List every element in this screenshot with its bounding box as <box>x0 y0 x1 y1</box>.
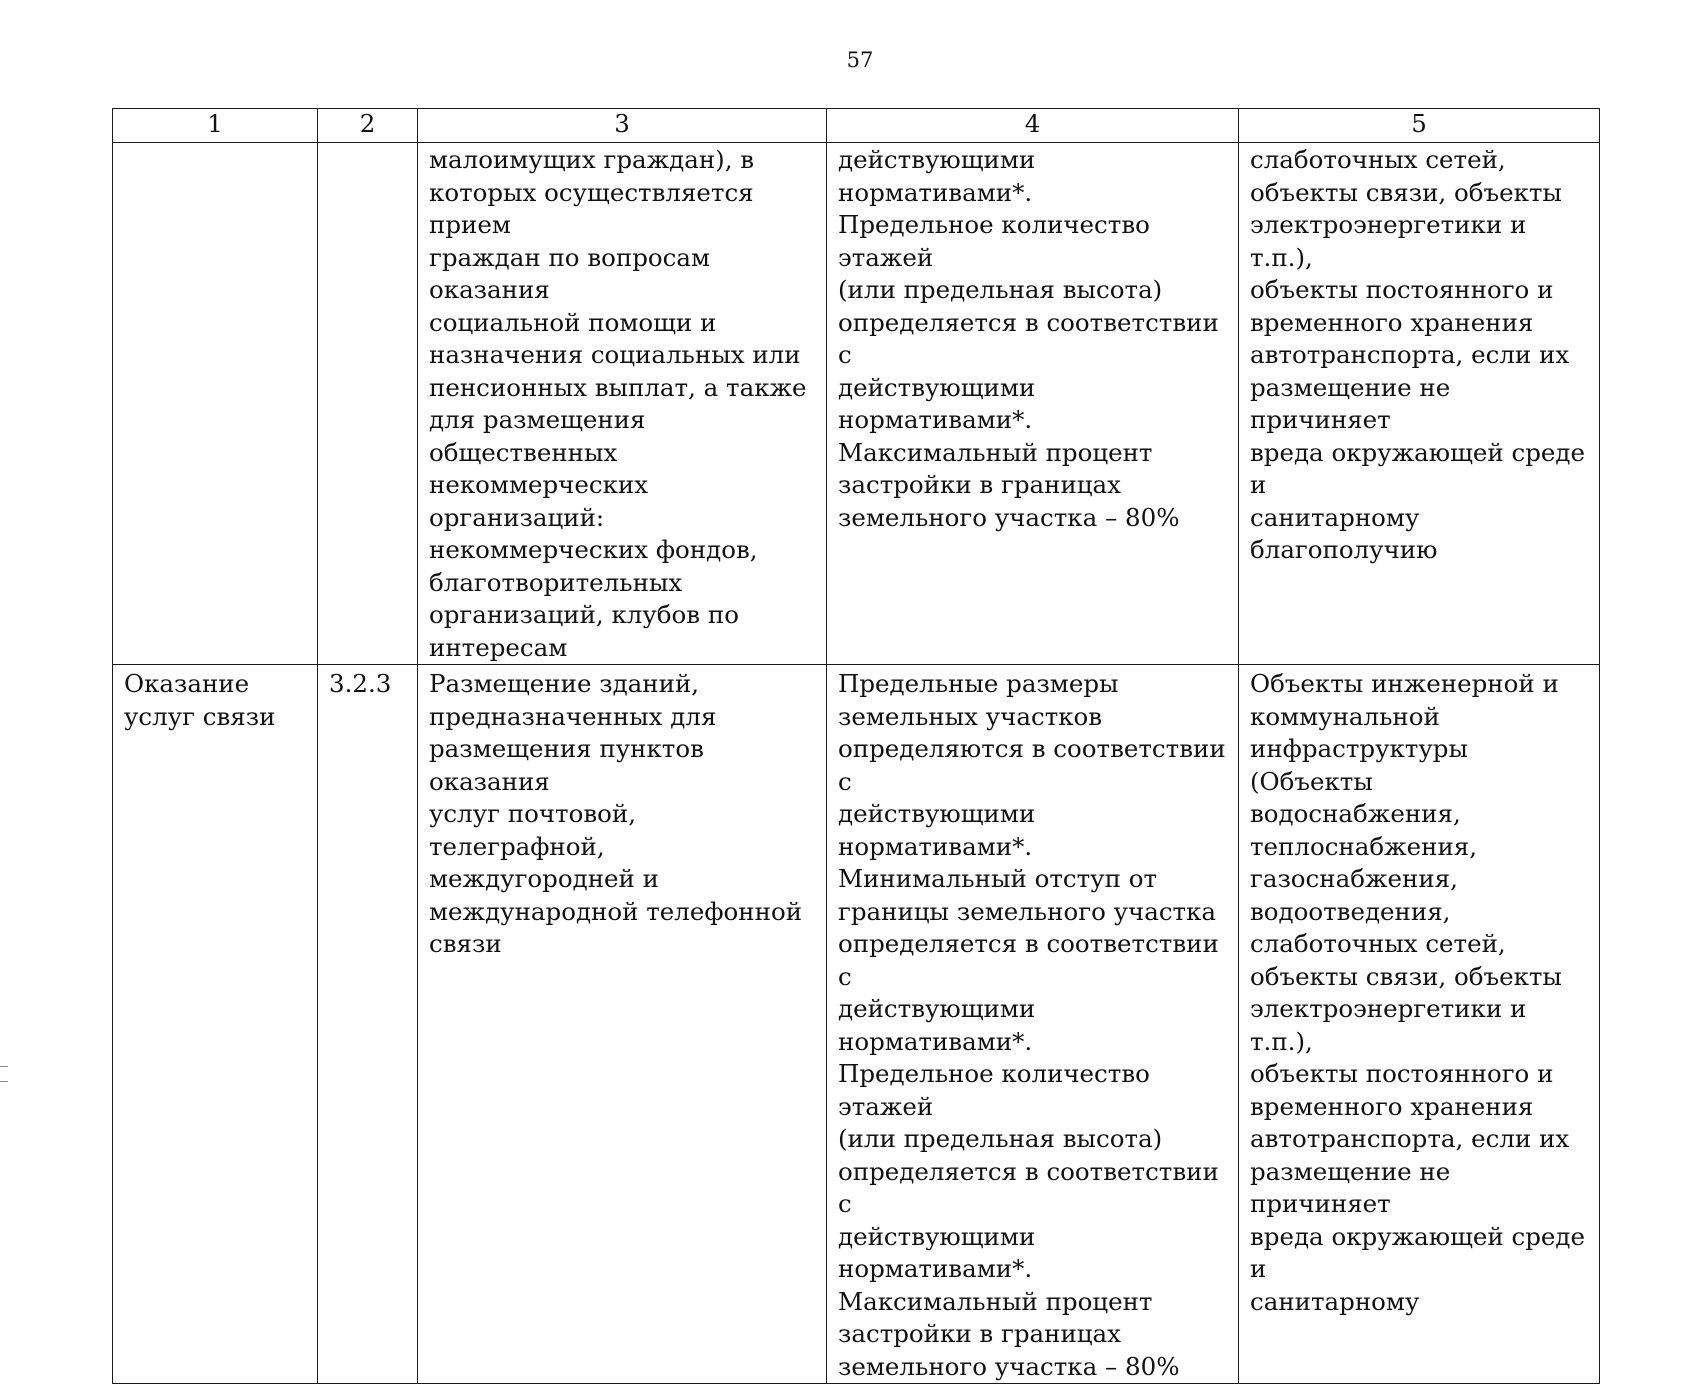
use-name-cell <box>113 143 318 665</box>
auxiliary-uses-cell: слаботочных сетей, объекты связи, объекты электроэнергетики и т.п.), объекты постоянного и временного хранения автотранспорта, если их размещение не причиняет вреда окружающей среде и санитарному благополучию <box>1239 143 1600 665</box>
use-name-cell: Оказание услуг связи <box>113 665 318 1384</box>
parameters-cell: действующими нормативами*. Предельное количество этажей (или предельная высота) определяется в соответствии с действующими нормативами*. Максимальный процент застройки в границах земельного участка – 80% <box>827 143 1239 665</box>
header-col-4: 4 <box>827 109 1239 143</box>
header-row <box>113 109 1600 143</box>
parameters-cell: Предельные размеры земельных участков определяются в соответствии с действующими нормативами*. Минимальный отступ от границы земельного участка определяется в соответствии с действующими нормативами*. Предельное количество этажей (или предельная высота) определяется в соответствии с действующими нормативами*. Максимальный процент застройки в границах земельного участка – 80% <box>827 665 1239 1384</box>
table-header <box>113 109 1600 143</box>
header-col-2: 2 <box>318 109 418 143</box>
table-row <box>113 143 1600 665</box>
margin-binding-mark <box>0 1066 8 1082</box>
table-row <box>113 665 1600 1384</box>
use-code-cell <box>318 143 418 665</box>
land-use-table <box>112 108 1600 1384</box>
use-description-cell: малоимущих граждан), в которых осуществляется прием граждан по вопросам оказания социальной помощи и назначения социальных или пенсионных выплат, а также для размещения общественных некоммерческих организаций: некоммерческих фондов, благотворительных организаций, клубов по интересам <box>418 143 827 665</box>
use-description-cell: Размещение зданий, предназначенных для размещения пунктов оказания услуг почтовой, телеграфной, междугородней и международной телефонной связи <box>418 665 827 1384</box>
header-col-3: 3 <box>418 109 827 143</box>
page-number: 57 <box>846 48 874 72</box>
header-col-1: 1 <box>113 109 318 143</box>
table-body <box>113 143 1600 1384</box>
use-code-cell: 3.2.3 <box>318 665 418 1384</box>
header-col-5: 5 <box>1239 109 1600 143</box>
auxiliary-uses-cell: Объекты инженерной и коммунальной инфраструктуры (Объекты водоснабжения, теплоснабжения, газоснабжения, водоотведения, слаботочных сетей, объекты связи, объекты электроэнергетики и т.п.), объекты постоянного и временного хранения автотранспорта, если их размещение не причиняет вреда окружающей среде и санитарному <box>1239 665 1600 1384</box>
